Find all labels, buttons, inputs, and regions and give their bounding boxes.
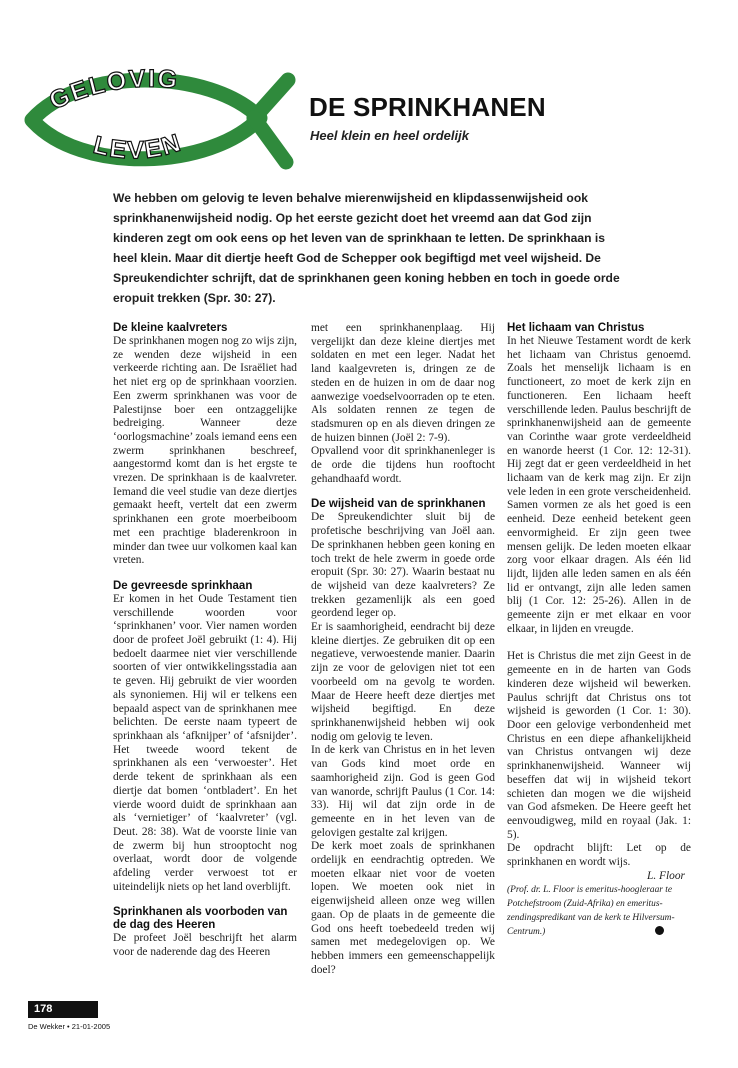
paragraph: In de kerk van Christus en in het leven van Gods kind moet orde en saamhorigheid zijn. God is geen God van wanorde, schrijft Paulus (1 Cor. 14: 33). Hij wil dat zijn orde in de gemeente en in het leven van de gelovigen gestalte zal krijgen. (311, 744, 495, 839)
paragraph: De opdracht blijft: Let op de sprinkhanen en wordt wijs. (507, 842, 691, 869)
section-heading: Het lichaam van Christus (507, 322, 645, 334)
article-title: DE SPRINKHANEN (309, 92, 546, 122)
paragraph: In het Nieuwe Testament wordt de kerk het lichaam van Christus genoemd. Zoals het menselijk lichaam is en functioneert, zo moet de kerk zijn en functioneren. Een lichaam heeft verschillende leden. Paulus beschrijft de sprinkhanenwijsheid aan de gemeente van Corinthe waar grote verdeeldheid en wanorde heerst (1 Cor. 12: 12-31). Hij zegt dat er geen verdeeldheid in het lichaam van de kerk mag zijn. Er zijn vele leden in een grote verscheidenheid. Samen vormen ze als het goed is een eenheid. Deze eenheid betekent geen eenvormigheid. Er zijn geen twee mensen gelijk. De leden moeten elkaar zorg voor elkaar dragen. Als één lid lijdt, lijden alle leden samen en als één lid er ontvangt, zijn alle leden samen blij (1 Cor. 12: 25-26). Allen in de gemeente zijn er met elkaar en voor elkaar, in lijden en vreugde. (507, 335, 691, 635)
paragraph: De Spreukendichter sluit bij de profetische beschrijving van Joël aan. De sprinkhanen hebben geen koning en toch trekt de hele zwerm in goede orde eropuit (Spr. 30: 27). Waarin bestaat nu de wijsheid van deze kaalvreters? Ze trekken gezamenlijk als een goed geordend leger op. (311, 511, 495, 620)
gelovig-leven-fish-logo (24, 66, 296, 178)
article-subtitle: Heel klein en heel ordelijk (310, 128, 469, 143)
paragraph: Het is Christus die met zijn Geest in de gemeente en in de harten van Gods kinderen deze wijsheid wil bewerken. Paulus schrijft dat Christus ons tot wijsheid is geworden (1 Cor. 1: 30). Door een gelovige verbondenheid met Christus en een diepe afhankelijkheid van Christus ontvangen wij deze sprinkhanenwijsheid. Wanneer wij beseffen dat wij in wijsheid tekort schieten dan mogen we die wijsheid van God afsmeken. De Heere geeft het eenvoudigweg, mild en royaal (Jak. 1: 5). (507, 650, 691, 841)
section-heading: De wijsheid van de sprinkhanen (311, 498, 486, 511)
author-signature: L. Floor (647, 869, 685, 882)
end-mark-icon (655, 926, 664, 935)
paragraph: Er komen in het Oude Testament tien verschillende woorden voor ‘sprinkhanen’ voor. Vier namen worden door de profeet Joël gebruikt (1: 4). Hij bedoelt daarmee niet vier verschillende soorten of vier ontwikkelingsstadia aan te geven. Hij gebruikt de vier woorden als synoniemen. Hij wil er telkens een bepaald aspect van de sprinkhanen mee belichten. De eerste naam typeert de sprinkhaan als ‘afknijper’ of ‘afsnijder’. Het tweede woord tekent de sprinkhanen als een ‘verwoester’. Het derde tekent de sprinkhaan als een diertje dat bomen ‘ontbladert’. En het vierde woord duidt de sprinkhaan aan als ‘vernietiger’ of ‘kaalvreter’ (vgl. Deut. 28: 38). Wat de voorste linie van de zwerm bij hun strooptocht nog overlaat, wordt door de volgende afdeling verder verwoest tot er uiteindelijk niets op het land overblijft. (113, 592, 297, 893)
article-intro: We hebben om gelovig te leven behalve mierenwijsheid en klipdassenwijsheid ook sprinkhanenwijsheid nodig. Op het eerste gezicht doet het vreemd aan dat God zijn kinderen zegt om ook eens op het leven van de sprinkhaan te letten. De sprinkhaan is heel klein. Maar dit diertje heeft God de Schepper ook begiftigd met veel wijsheid. De Spreukendichter schrijft, dat de sprinkhanen geen koning hebben en toch in goede orde eropuit trekken (Spr. 30: 27). (113, 191, 620, 305)
paragraph: De sprinkhanen mogen nog zo wijs zijn, ze wenden deze wijsheid in een verkeerde richting aan. De Israëliet had het niet erg op de sprinkhaan voorzien. Een zwerm sprinkhanen was voor de Palestijnse boer een ontzaggelijke bedreiging. Wanneer deze ‘oorlogsmachine’ zoals iemand eens een zwerm sprinkhanen beschreef, aangestormd komt dan is het ergste te vrezen. De sprinkhaan is de kaalvreter. Iemand die veel studie van deze diertjes gemaakt heeft, vertelt dat een zwerm sprinkhanen een grote moerbeiboom met een prachtige bladerenkroon in minder dan twee uur volkomen kaal kan vreten. (113, 335, 297, 567)
fish-tail-lower (254, 118, 286, 162)
fish-tail (254, 80, 288, 118)
column-3 (507, 322, 691, 939)
paragraph: Er is saamhorigheid, eendracht bij deze kleine diertjes. Ze gebruiken dit op een negatieve, verwoestende manier. Daarin zijn ze voor de gelovigen niet tot een voorbeeld om na gevolg te worden. Maar de Heere heeft deze diertjes met wijsheid begiftigd. En deze sprinkhanenwijsheid hebben wij ook nodig om gelovig te leven. (311, 621, 495, 743)
author-note-text: (Prof. dr. L. Floor is emeritus-hoogleraar te Potchefstroom (Zuid-Afrika) en emeritus-zendingspredikant van de kerk te Hilversum-Centrum.) (507, 885, 675, 938)
logo-word-gelovig: GELOVIG (45, 66, 181, 116)
paragraph: met een sprinkhanenplaag. Hij vergelijkt dan deze kleine diertjes met soldaten en met een leger. Nadat het land kaalgevreten is, dringen ze de steden en de huizen in om de daar nog aanwezige voedselvoorraden op te eten. Als soldaten rennen ze tegen de stadsmuren op en als dieven dringen ze de huizen binnen (Joël 2: 7-9). (311, 322, 495, 444)
section-heading: De gevreesde sprinkhaan (113, 579, 253, 592)
paragraph: Opvallend voor dit sprinkhanenleger is de orde die tijdens hun rooftocht gehandhaafd wordt. (311, 445, 495, 485)
column-1 (113, 322, 297, 960)
paragraph: De profeet Joël beschrijft het alarm voor de naderende dag des Heeren (113, 932, 297, 959)
section-heading: Sprinkhanen als voorboden van de dag des Heeren (113, 906, 288, 932)
section-heading: De kleine kaalvreters (113, 322, 228, 334)
publication-footer: De Wekker • 21-01-2005 (28, 1022, 111, 1031)
paragraph: De kerk moet zoals de sprinkhanen ordelijk en eendrachtig optreden. We moeten elkaar niet voor de voeten lopen. We moeten ook niet in eigenwijsheid alleen onze weg willen gaan. Op de plaats in de gemeente die God ons heeft toebedeeld treden wij samen met medegelovigen op. We hebben immers een gemeenschappelijk doel? (311, 840, 495, 976)
logo-word-leven: LEVEN (90, 128, 186, 165)
page-number: 178 (28, 1001, 98, 1018)
author-note (507, 883, 691, 939)
column-2 (311, 322, 495, 977)
